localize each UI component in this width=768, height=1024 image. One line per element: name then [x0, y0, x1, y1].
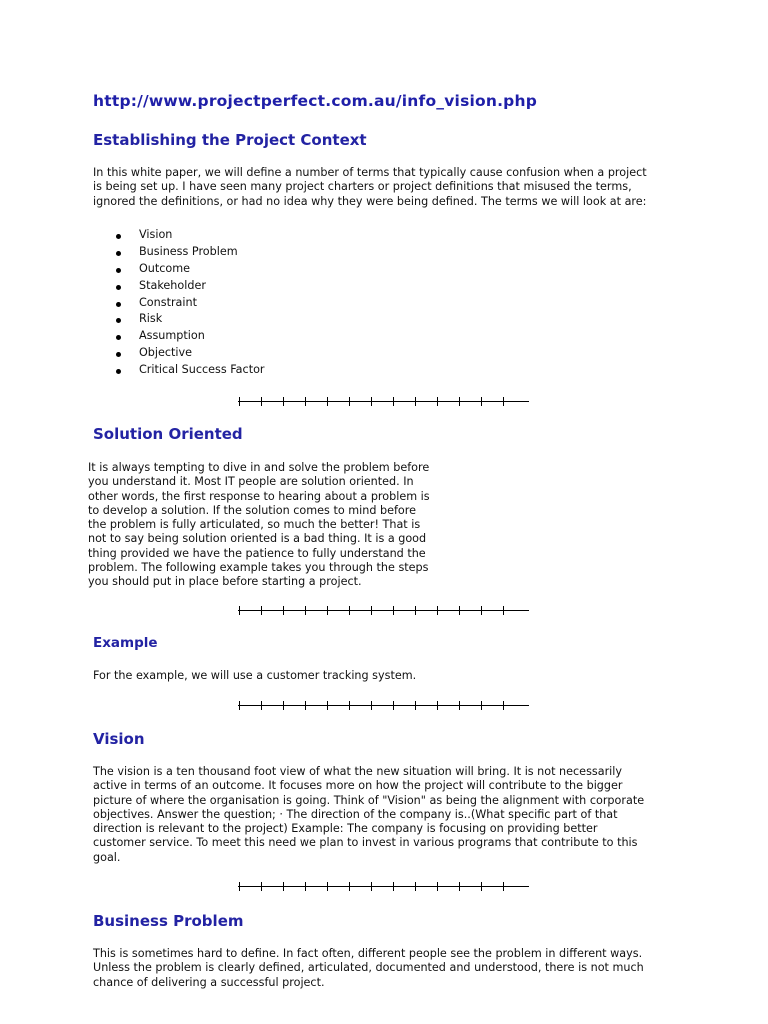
- list-item: Vision: [112, 227, 265, 244]
- heading-business-problem: Business Problem: [93, 912, 244, 930]
- business-paragraph: [93, 947, 644, 990]
- heading-vision: Vision: [93, 730, 145, 748]
- text-line: is being set up. I have seen many project charters or project definitions that misused the terms,: [93, 180, 632, 194]
- text-line: goal.: [93, 850, 121, 864]
- solution-paragraph: [88, 461, 430, 590]
- list-item: Stakeholder: [112, 278, 265, 295]
- list-item: Risk: [112, 311, 265, 328]
- context-paragraph: [93, 166, 647, 209]
- list-item: Outcome: [112, 261, 265, 278]
- text-line: This is sometimes hard to define. In fact often, different people see the problem in different ways.: [93, 947, 643, 960]
- text-line: direction is relevant to the project) Example: The company is focusing on providing better: [93, 822, 598, 836]
- text-line: For the example, we will use a customer tracking system.: [93, 669, 417, 682]
- text-line: other words, the first response to hearing about a problem is: [88, 489, 430, 503]
- text-line: thing provided we have the patience to fully understand the: [88, 546, 426, 560]
- heading-example: Example: [93, 635, 158, 651]
- text-line: In this white paper, we will define a number of terms that typically cause confusion when a project: [93, 166, 647, 179]
- list-item: Assumption: [112, 328, 265, 345]
- terms-list: [112, 227, 265, 379]
- heading-solution-oriented: Solution Oriented: [93, 425, 243, 443]
- text-line: you understand it. Most IT people are solution oriented. In: [88, 475, 414, 489]
- divider-rule: [238, 882, 529, 891]
- text-line: chance of delivering a successful project.: [93, 975, 325, 989]
- text-line: customer service. To meet this need we plan to invest in various programs that contribute to this: [93, 836, 638, 850]
- divider-rule: [238, 397, 529, 406]
- vision-paragraph: [93, 765, 644, 865]
- text-line: picture of where the organisation is going. Think of "Vision" as being the alignment with corporate: [93, 793, 645, 807]
- text-line: the problem is fully articulated, so much the better! That is: [88, 518, 421, 532]
- text-line: not to say being solution oriented is a bad thing. It is a good: [88, 532, 427, 546]
- divider-rule: [238, 606, 529, 615]
- list-item: Objective: [112, 345, 265, 362]
- heading-project-context: Establishing the Project Context: [93, 131, 367, 149]
- list-item: Constraint: [112, 295, 265, 312]
- text-line: problem. The following example takes you through the steps: [88, 561, 429, 575]
- divider-rule: [238, 701, 529, 710]
- text-line: to develop a solution. If the solution comes to mind before: [88, 503, 416, 517]
- list-item: Critical Success Factor: [112, 362, 265, 379]
- text-line: The vision is a ten thousand foot view of what the new situation will bring. It is not necessarily: [93, 765, 623, 778]
- page-url[interactable]: http://www.projectperfect.com.au/info_vision.php: [93, 92, 538, 110]
- text-line: you should put in place before starting a project.: [88, 575, 362, 589]
- text-line: Unless the problem is clearly defined, articulated, documented and understood, there is not much: [93, 961, 644, 975]
- text-line: active in terms of an outcome. It focuses more on how the project will contribute to the bigger: [93, 779, 623, 793]
- list-item: Business Problem: [112, 244, 265, 261]
- example-paragraph: [93, 669, 416, 683]
- text-line: objectives. Answer the question; · The direction of the company is..(What specific part of that: [93, 807, 618, 821]
- text-line: ignored the definitions, or had no idea why they were being defined. The terms we will look at are:: [93, 194, 647, 208]
- text-line: It is always tempting to dive in and solve the problem before: [88, 461, 430, 474]
